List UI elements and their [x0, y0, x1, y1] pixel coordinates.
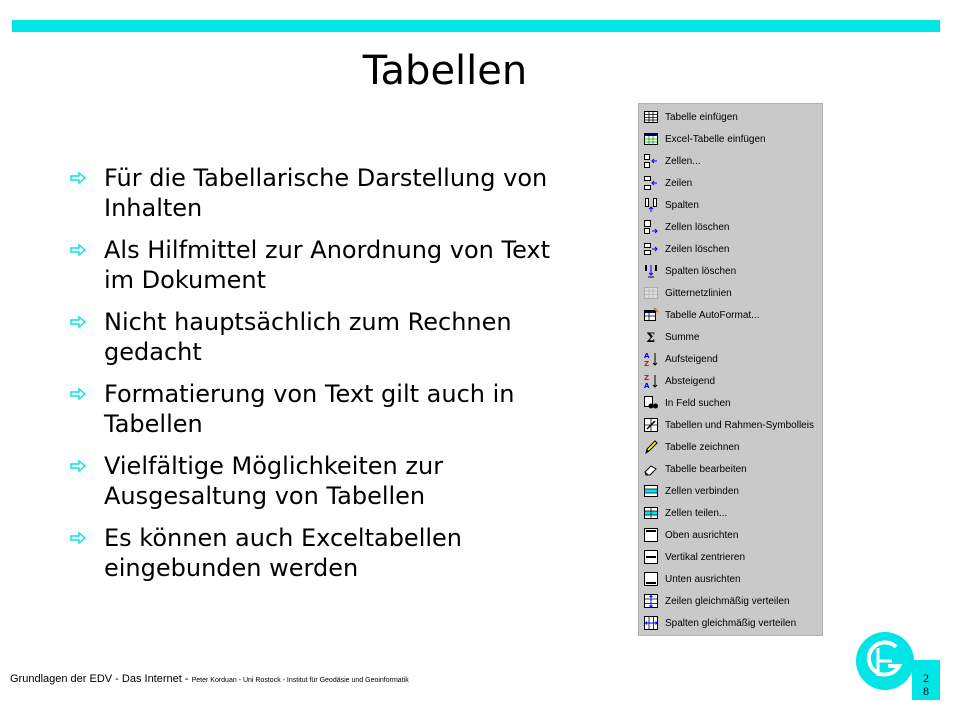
menu-item-summe[interactable]: Σ Summe — [641, 326, 822, 348]
bullet-text: Als Hilfmittel zur Anordnung von Text im Dokument — [104, 236, 551, 294]
menu-item-zeilen-loeschen[interactable]: Zeilen löschen — [641, 238, 822, 260]
merge-cells-icon — [643, 483, 659, 499]
align-top-icon — [643, 527, 659, 543]
menu-item-excel-tabelle-einfuegen[interactable]: Excel-Tabelle einfügen — [641, 128, 822, 150]
pencil-icon — [643, 439, 659, 455]
rows-insert-icon — [643, 175, 659, 191]
footer-course: Grundlagen der EDV - Das Internet - — [10, 673, 192, 685]
arrow-bullet-icon — [70, 316, 86, 328]
bullet-text: Nicht hauptsächlich zum Rechnen gedacht — [104, 308, 512, 366]
bullet-item — [68, 451, 568, 511]
menu-item-zellen-verbinden[interactable]: Zellen verbinden — [641, 480, 822, 502]
slide-title: Tabellen — [362, 48, 528, 94]
top-accent-bar — [12, 20, 940, 32]
bullet-text: Es können auch Exceltabellen eingebunden werden — [104, 524, 463, 582]
binoculars-icon — [643, 395, 659, 411]
excel-table-icon — [643, 131, 659, 147]
arrow-bullet-icon — [70, 532, 86, 544]
menu-item-spalten[interactable]: Spalten — [641, 194, 822, 216]
menu-item-tabelle-zeichnen[interactable]: Tabelle zeichnen — [641, 436, 822, 458]
cells-insert-icon — [643, 153, 659, 169]
svg-text:A: A — [644, 352, 650, 360]
bullet-text: Für die Tabellarische Darstellung von Inhalten — [104, 164, 548, 222]
sum-icon — [643, 329, 659, 345]
menu-item-absteigend[interactable]: Z A Absteigend — [644, 374, 716, 389]
menu-item-spalten-gleichmaessig[interactable]: Spalten gleichmäßig verteilen — [641, 612, 822, 634]
menu-item-in-feld-suchen[interactable]: In Feld suchen — [641, 392, 822, 414]
bullet-list — [68, 163, 568, 595]
page-number-digit: 2 — [923, 671, 929, 685]
menu-item-oben-ausrichten[interactable]: Oben ausrichten — [641, 524, 822, 546]
arrow-bullet-icon — [70, 460, 86, 472]
table-insert-icon — [643, 109, 659, 125]
eraser-icon — [643, 461, 659, 477]
menu-item-zeilen[interactable]: Zeilen — [641, 172, 822, 194]
bullet-text: Formatierung von Text gilt auch in Tabellen — [104, 380, 515, 438]
gridlines-icon — [643, 285, 659, 301]
bullet-item — [68, 307, 568, 367]
svg-text:Z: Z — [644, 360, 650, 367]
align-middle-icon — [643, 549, 659, 565]
bullet-item — [68, 379, 568, 439]
align-bottom-icon — [643, 571, 659, 587]
tables-borders-icon — [643, 417, 659, 433]
menu-item-zellen-teilen[interactable]: Zellen teilen... — [641, 502, 822, 524]
menu-item-zeilen-gleichmaessig[interactable]: Zeilen gleichmäßig verteilen — [641, 590, 822, 612]
page-number-digit: 8 — [923, 684, 929, 698]
arrow-bullet-icon — [70, 172, 86, 184]
menu-item-spalten-loeschen[interactable]: Spalten löschen — [641, 260, 822, 282]
cells-delete-icon — [643, 219, 659, 235]
svg-text:A: A — [644, 382, 650, 389]
distribute-rows-icon — [643, 593, 659, 609]
table-menu — [638, 103, 823, 636]
menu-item-zellen-loeschen[interactable]: Zellen löschen — [641, 216, 822, 238]
menu-item-tabelle-bearbeiten[interactable]: Tabelle bearbeiten — [641, 458, 822, 480]
svg-text:Z: Z — [644, 374, 650, 382]
arrow-bullet-icon — [70, 244, 86, 256]
rows-delete-icon — [643, 241, 659, 257]
distribute-columns-icon — [643, 615, 659, 631]
bullet-text: Vielfältige Möglichkeiten zur Ausgesaltung von Tabellen — [104, 452, 444, 510]
autoformat-icon — [643, 307, 659, 323]
footer-text — [10, 673, 409, 685]
menu-item-unten-ausrichten[interactable]: Unten ausrichten — [641, 568, 822, 590]
bullet-item — [68, 235, 568, 295]
menu-item-tabelle-autoformat[interactable]: Tabelle AutoFormat... — [641, 304, 822, 326]
menu-item-vertikal-zentrieren[interactable]: Vertikal zentrieren — [641, 546, 822, 568]
sort-ascending-icon — [643, 351, 659, 367]
menu-item-gitternetzlinien[interactable]: Gitternetzlinien — [641, 282, 822, 304]
bullet-item — [68, 523, 568, 583]
menu-item-tabellen-und-rahmen[interactable]: Tabellen und Rahmen-Symbolleis — [641, 414, 822, 436]
page-number — [912, 660, 940, 700]
menu-item-zellen[interactable]: Zellen... — [641, 150, 822, 172]
menu-item-aufsteigend[interactable]: A Z Aufsteigend — [644, 352, 718, 367]
footer-author: Peter Korduan - Uni Rostock - Institut für Geodäsie und Geoinformatik — [191, 677, 409, 684]
columns-insert-icon — [643, 197, 659, 213]
sort-descending-icon — [643, 373, 659, 389]
menu-item-tabelle-einfuegen[interactable]: Tabelle einfügen — [641, 106, 822, 128]
arrow-bullet-icon — [70, 388, 86, 400]
svg-text:Σ: Σ — [646, 331, 656, 345]
split-cells-icon — [643, 505, 659, 521]
columns-delete-icon — [643, 263, 659, 279]
bullet-item — [68, 163, 568, 223]
institute-logo — [852, 628, 918, 694]
